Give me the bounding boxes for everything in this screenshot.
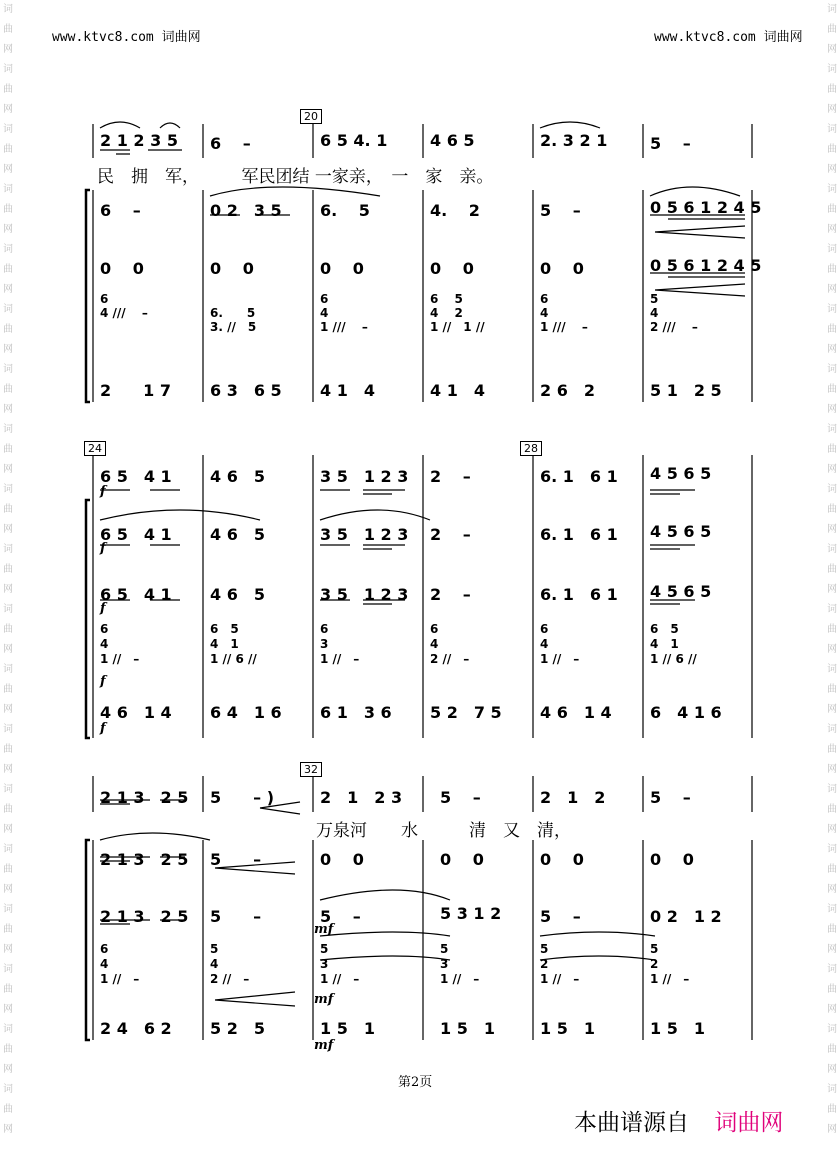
note-cell: 3 5 1 2 3: [320, 585, 409, 604]
chord-cell: 6 4 1 /// –: [320, 292, 368, 334]
note-cell: 6 1 3 6: [320, 703, 392, 722]
chord-cell: 5 3 1 // –: [320, 942, 360, 986]
note-cell: 2 1 2: [540, 788, 606, 807]
note-cell: 1 5 1: [440, 1019, 495, 1038]
note-cell: 3 5 1 2 3: [320, 525, 409, 544]
note-cell: 0 0: [320, 259, 364, 278]
note-cell: 0 0: [100, 259, 144, 278]
measure-number-32: 32: [300, 762, 322, 777]
footer-prefix: 本曲谱源自: [574, 1110, 689, 1136]
dynamic-mark: f: [100, 721, 106, 736]
chord-cell: 6 5 4 1 1 // 6 //: [650, 622, 697, 666]
note-cell: 4 5 6 5: [650, 582, 712, 601]
note-cell: 0 5 6 1 2 4 5: [650, 198, 762, 217]
note-cell: 5 1 2 5: [650, 381, 722, 400]
note-cell: 0 2 1 2: [650, 907, 722, 926]
note-cell: 6 5 4. 1: [320, 131, 388, 150]
dynamic-mark: mf: [314, 992, 334, 1007]
note-cell: 5 – ): [210, 788, 275, 807]
footer-source[interactable]: [574, 1104, 783, 1137]
chord-cell: 5 2 1 // –: [540, 942, 580, 986]
header-right-site[interactable]: www.ktvc8.com 词曲网: [654, 30, 803, 45]
note-cell: 5 3 1 2: [440, 904, 502, 923]
note-cell: 4 1 4: [430, 381, 485, 400]
note-cell: 4. 2: [430, 201, 480, 220]
note-cell: 2 –: [430, 585, 471, 604]
note-cell: 5 –: [540, 201, 581, 220]
note-cell: 6 5 4 1: [100, 585, 172, 604]
note-cell: 5 –: [650, 788, 691, 807]
note-cell: 6. 1 6 1: [540, 585, 618, 604]
measure-number-28: 28: [520, 441, 542, 456]
chord-cell: 5 3 1 // –: [440, 942, 480, 986]
chord-cell: 5 4 2 // –: [210, 942, 250, 986]
chord-cell: 5 2 1 // –: [650, 942, 690, 986]
note-cell: 6 4 1 6: [210, 703, 282, 722]
note-cell: 2 1 3 2 5: [100, 788, 189, 807]
dynamic-mark: f: [100, 674, 106, 689]
note-cell: 0 0: [320, 850, 364, 869]
note-cell: 4 6 5: [210, 467, 265, 486]
note-cell: 5 –: [440, 788, 481, 807]
chord-cell: 5 4 2 /// –: [650, 292, 698, 334]
sidebar-watermark-left: 词曲网词曲网词曲网词曲网词曲网词曲网词曲网词曲网词曲网词曲网词曲网词曲网词曲网词曲网词曲网词曲网词曲网词曲网词曲网: [3, 4, 13, 1135]
chord-cell: 6 4 2 // –: [430, 622, 470, 666]
note-cell: 4 6 5: [210, 525, 265, 544]
note-cell: 6 3 6 5: [210, 381, 282, 400]
note-cell: 4 6 5: [210, 585, 265, 604]
note-cell: 2. 3 2 1: [540, 131, 608, 150]
note-cell: 5 –: [320, 907, 361, 926]
chord-cell: 6 5 4 2 1 // 1 //: [430, 292, 485, 334]
chord-cell: 6 4 /// –: [100, 292, 148, 320]
note-cell: 5 –: [210, 850, 262, 869]
note-cell: 5 –: [540, 907, 581, 926]
note-cell: 4 6 1 4: [540, 703, 612, 722]
note-cell: 0 0: [540, 259, 584, 278]
note-cell: 0 5 6 1 2 4 5: [650, 256, 762, 275]
note-cell: 0 0: [430, 259, 474, 278]
note-cell: 6. 1 6 1: [540, 467, 618, 486]
note-cell: 4 5 6 5: [650, 522, 712, 541]
note-cell: 4 1 4: [320, 381, 375, 400]
note-cell: 5 –: [210, 907, 262, 926]
note-cell: 6 4 1 6: [650, 703, 722, 722]
chord-cell: 6 4 1 // –: [540, 622, 580, 666]
note-cell: 5 –: [650, 134, 691, 153]
sidebar-watermark-right: 词曲网词曲网词曲网词曲网词曲网词曲网词曲网词曲网词曲网词曲网词曲网词曲网词曲网词曲网词曲网词曲网词曲网词曲网词曲网: [827, 4, 837, 1135]
note-cell: 2 1 3 2 5: [100, 850, 189, 869]
note-cell: 0 2 3 5: [210, 201, 282, 220]
dynamic-mark: mf: [314, 922, 334, 937]
lyrics-line: 民 拥 军， 军民团结 一家亲， 一 家 亲。: [97, 167, 494, 187]
dynamic-mark: f: [100, 484, 106, 499]
note-cell: 2 6 2: [540, 381, 595, 400]
chord-cell: 6 3 1 // –: [320, 622, 360, 666]
note-cell: 0 0: [650, 850, 694, 869]
note-cell: 2 1 2 3 5: [100, 131, 178, 150]
note-cell: 0 0: [440, 850, 484, 869]
header-left-site[interactable]: www.ktvc8.com 词曲网: [52, 30, 201, 45]
note-cell: 2 4 6 2: [100, 1019, 172, 1038]
note-cell: 1 5 1: [540, 1019, 595, 1038]
note-cell: 0 0: [540, 850, 584, 869]
note-cell: 3 5 1 2 3: [320, 467, 409, 486]
note-cell: 4 6 1 4: [100, 703, 172, 722]
note-cell: 6 5 4 1: [100, 525, 172, 544]
measure-number-24: 24: [84, 441, 106, 456]
note-cell: 2 –: [430, 525, 471, 544]
chord-cell: 6 4 1 // –: [100, 622, 140, 666]
note-cell: 6 –: [210, 134, 251, 153]
dynamic-mark: mf: [314, 1038, 334, 1053]
page-number: 第2页: [398, 1075, 433, 1090]
note-cell: 1 5 1: [650, 1019, 705, 1038]
note-cell: 6 5 4 1: [100, 467, 172, 486]
note-cell: 4 6 5: [430, 131, 475, 150]
note-cell: 2 1 2 3: [320, 788, 403, 807]
note-cell: 6 –: [100, 201, 141, 220]
dynamic-mark: f: [100, 541, 106, 556]
note-cell: 1 5 1: [320, 1019, 375, 1038]
note-cell: 0 0: [210, 259, 254, 278]
note-cell: 6. 5: [320, 201, 370, 220]
note-cell: 6. 1 6 1: [540, 525, 618, 544]
chord-cell: 6 5 4 1 1 // 6 //: [210, 622, 257, 666]
chord-cell: 6 4 1 /// –: [540, 292, 588, 334]
chord-cell: 6 4 1 // –: [100, 942, 140, 986]
note-cell: 2 1 3 2 5: [100, 907, 189, 926]
measure-number-20: 20: [300, 109, 322, 124]
note-cell: 2 1 7: [100, 381, 171, 400]
lyrics-line: 万泉河 水 清 又 清，: [316, 821, 571, 841]
chord-cell: 6. 5 3. // 5: [210, 306, 257, 334]
note-cell: 2 –: [430, 467, 471, 486]
note-cell: 5 2 5: [210, 1019, 265, 1038]
note-cell: 4 5 6 5: [650, 464, 712, 483]
footer-brand-link[interactable]: 词曲网: [714, 1110, 784, 1136]
note-cell: 5 2 7 5: [430, 703, 502, 722]
dynamic-mark: f: [100, 601, 106, 616]
